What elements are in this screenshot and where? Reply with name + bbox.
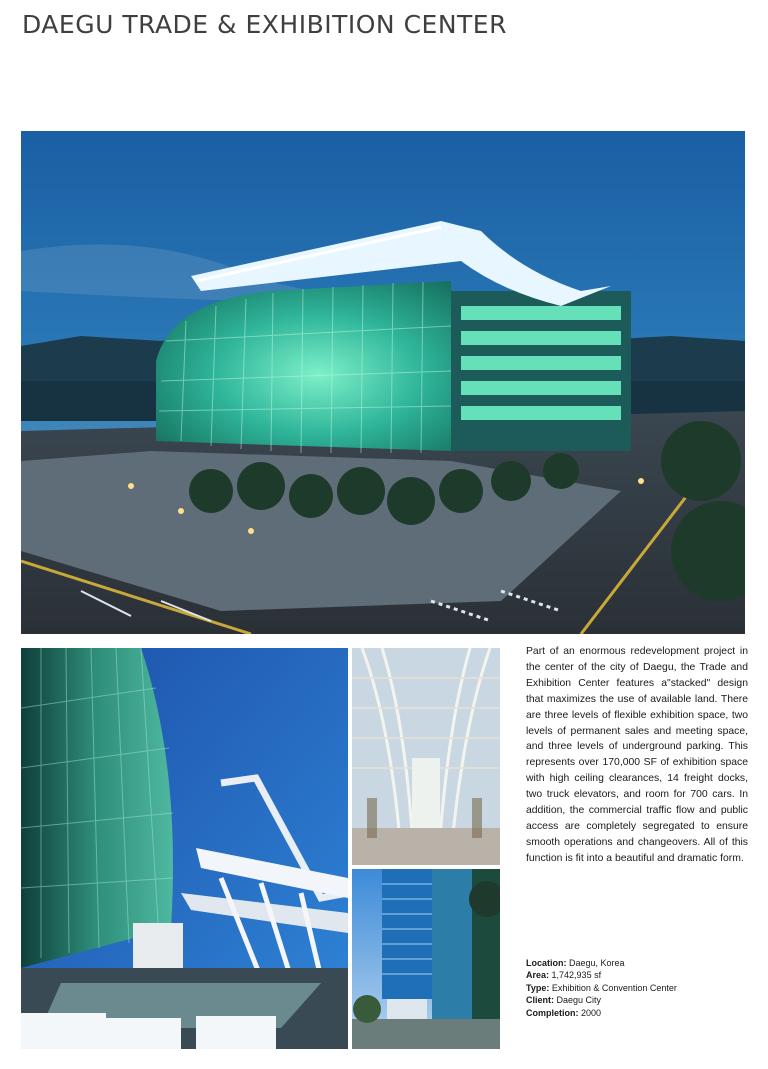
fact-client-value: Daegu City xyxy=(556,995,602,1006)
office-tower-photo xyxy=(352,869,500,1049)
fact-client xyxy=(526,994,748,1006)
fact-area-label: Area: xyxy=(526,970,550,981)
project-description: Part of an enormous redevelopment project in the center of the city of Daegu, the Trade and Exhibition Center features a"stacked" design that maximizes the use of available land. There are three levels of flexible exhibition space, two levels of permanent sales and meeting space, and three levels of underground parking. This represents over 170,000 SF of exhibition space with high ceiling clearances, 14 freight docks, two truck elevators, and room for 700 cars. In addition, the commercial traffic flow and public access are completely segregated to ensure smooth operations and changeovers. All of this function is fit into a beautiful and dramatic form. xyxy=(526,646,748,864)
fact-location xyxy=(526,957,748,969)
fact-completion-label: Completion: xyxy=(526,1007,579,1018)
fact-type-label: Type: xyxy=(526,982,550,993)
fact-client-label: Client: xyxy=(526,995,554,1006)
hero-photo-exterior xyxy=(21,131,745,634)
fact-type-value: Exhibition & Convention Center xyxy=(551,982,677,993)
project-facts xyxy=(526,957,748,1019)
page-title: DAEGU TRADE & EXHIBITION CENTER xyxy=(22,10,507,39)
fact-completion-value: 2000 xyxy=(581,1007,602,1018)
fact-type xyxy=(526,982,748,994)
interior-atrium-photo xyxy=(352,648,500,865)
fact-completion xyxy=(526,1007,748,1019)
fact-area-value: 1,742,935 sf xyxy=(551,970,602,981)
facade-canopy-photo xyxy=(21,648,348,1049)
fact-area xyxy=(526,969,748,981)
fact-location-label: Location: xyxy=(526,958,567,968)
fact-location-value: Daegu, Korea xyxy=(569,958,625,968)
